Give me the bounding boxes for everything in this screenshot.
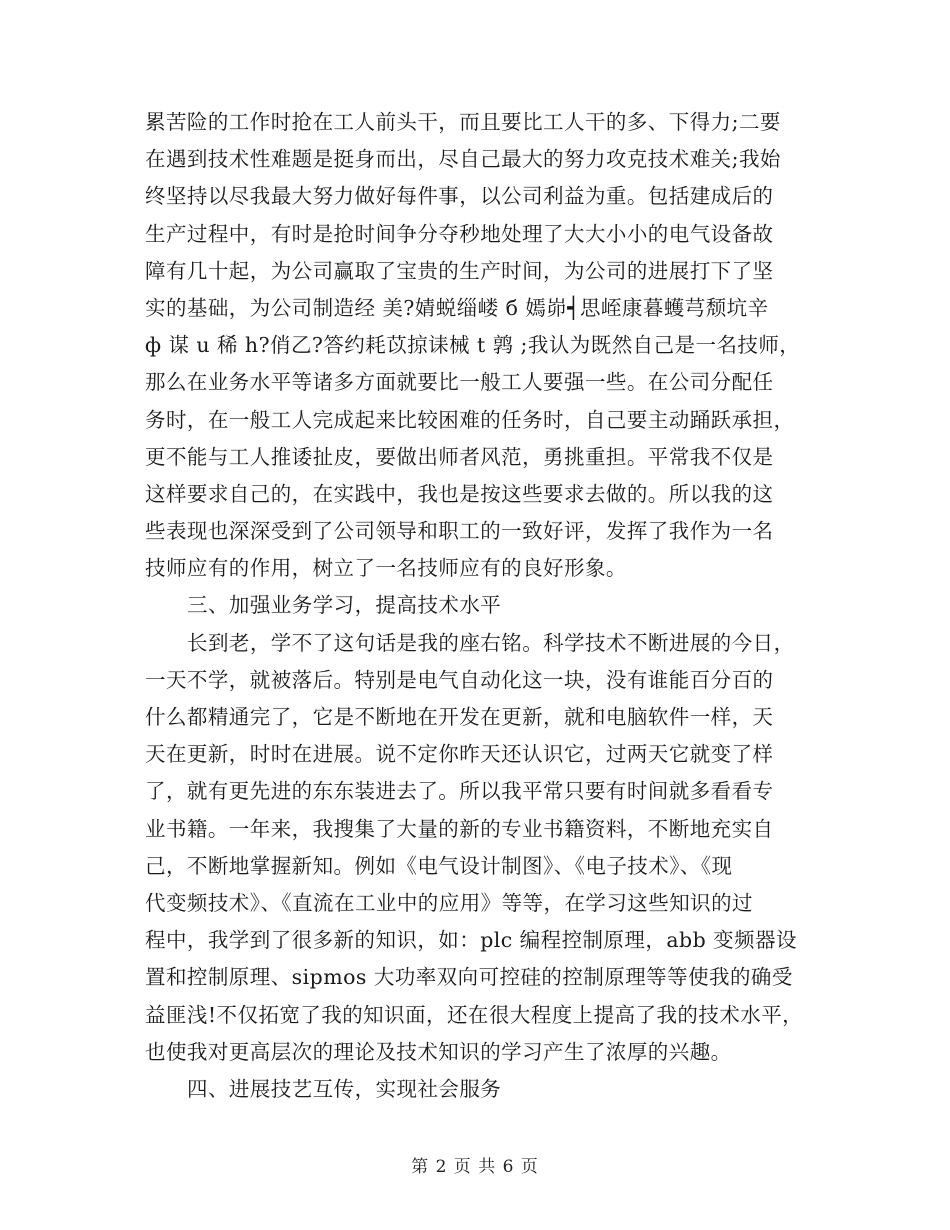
section-heading: 三、加强业务学习，提高技术水平 <box>187 593 502 618</box>
text-line: 长到老，学不了这句话是我的座右铭。科学技术不断进展的今日， <box>187 630 795 655</box>
document-body <box>145 104 820 1108</box>
section-heading: 四、进展技艺互传，实现社会服务 <box>187 1076 502 1101</box>
text-line: 一天不学，就被落后。特别是电气自动化这一块，没有谁能百分百的 <box>145 667 774 692</box>
text-line: 业书籍。一年来，我搜集了大量的新的专业书籍资料，不断地充实自 <box>145 816 774 841</box>
text-line: ф 谋 u 稀 h?俏乙?答约耗苡掠诔械 t 鹑 ;我认为既然自己是一名技师， <box>145 333 801 358</box>
text-line: 生产过程中，有时是抢时间争分夺秒地处理了大大小小的电气设备故 <box>145 221 774 246</box>
text-line: 程中，我学到了很多新的知识，如：plc 编程控制原理，abb 变频器设 <box>145 928 797 953</box>
text-line: 务时，在一般工人完成起来比较困难的任务时，自己要主动踊跃承担， <box>145 407 795 432</box>
text-line: 技师应有的作用，树立了一名技师应有的良好形象。 <box>145 556 627 581</box>
text-line: 什么都精通完了，它是不断地在开发在更新，就和电脑软件一样，天 <box>145 705 774 729</box>
text-line: 代变频技术》、《直流在工业中的应用》等等，在学习这些知识的过 <box>145 890 753 915</box>
text-line: 益匪浅!不仅拓宽了我的知识面，还在很大程度上提高了我的技术水平， <box>145 1002 804 1027</box>
text-line: 这样要求自己的，在实践中，我也是按这些要求去做的。所以我的这 <box>145 481 774 506</box>
page-footer: 第 2 页 共 6 页 <box>411 1157 539 1177</box>
text-line: 实的基础，为公司制造经 美?婧蜕缁嵝 б 嫣峁┥思峌康暮蠖芎颓坑辛 <box>145 295 769 320</box>
text-line: 些表现也深深受到了公司领导和职工的一致好评，发挥了我作为一名 <box>145 519 774 544</box>
text-line: 置和控制原理、sipmos 大功率双向可控硅的控制原理等等使我的确受 <box>145 965 793 990</box>
text-line: 天在更新，时时在进展。说不定你昨天还认识它，过两天它就变了样 <box>145 742 774 767</box>
text-line: 障有几十起，为公司赢取了宝贵的生产时间，为公司的进展打下了坚 <box>145 258 774 283</box>
text-line: 己，不断地掌握新知。例如《电气设计制图》、《电子技术》、《现 <box>145 853 733 878</box>
text-line: 了，就有更先进的东东装进去了。所以我平常只要有时间就多看看专 <box>145 779 774 804</box>
text-line: 在遇到技术性难题是挺身而出，尽自己最大的努力攻克技术难关;我始 <box>145 147 781 172</box>
text-line: 那么在业务水平等诸多方面就要比一般工人要强一些。在公司分配任 <box>145 370 774 395</box>
text-line: 终坚持以尽我最大努力做好每件事，以公司利益为重。包括建成后的 <box>145 184 774 209</box>
text-line: 累苦险的工作时抢在工人前头干，而且要比工人干的多、下得力;二要 <box>145 110 781 134</box>
text-line: 也使我对更高层次的理论及技术知识的学习产生了浓厚的兴趣。 <box>145 1039 732 1064</box>
text-line: 更不能与工人推诿扯皮，要做出师者风范，勇挑重担。平常我不仅是 <box>145 444 774 469</box>
